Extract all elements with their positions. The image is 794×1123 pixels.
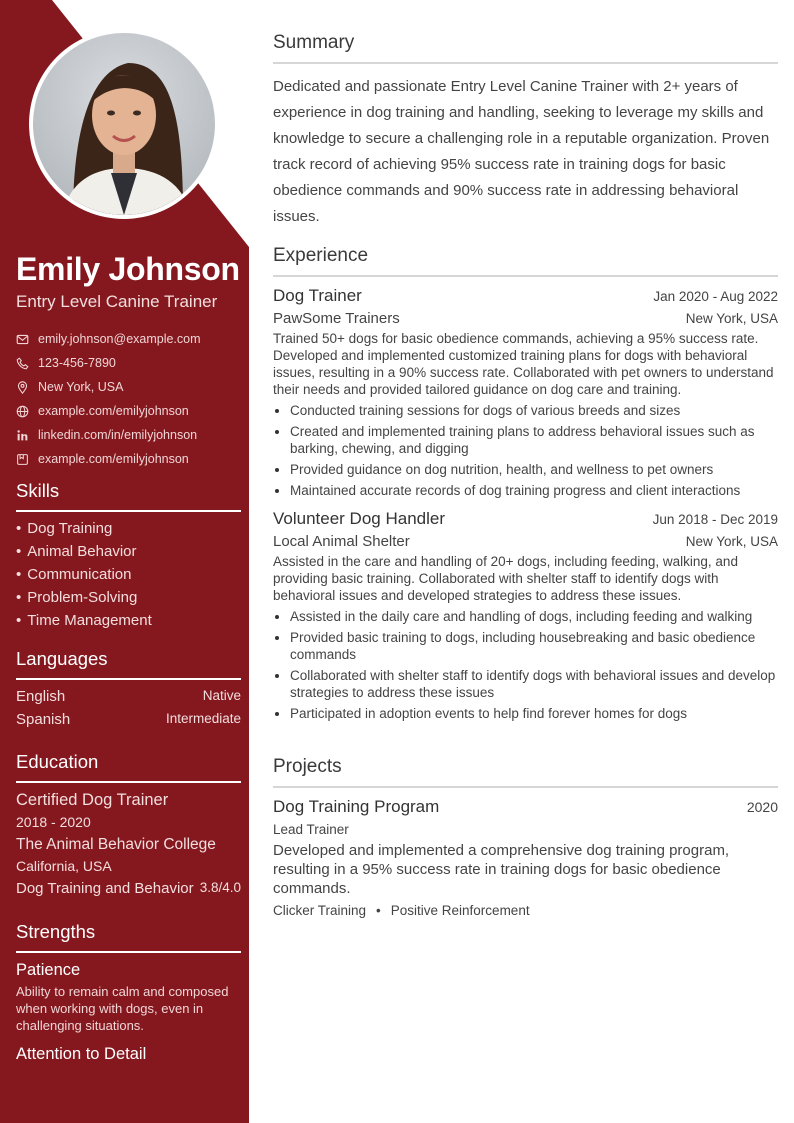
- email-icon: [16, 333, 29, 346]
- education-school: The Animal Behavior College: [16, 836, 216, 853]
- profile-photo: [33, 33, 215, 215]
- job-description: Trained 50+ dogs for basic obedience commands, achieving a 95% success rate. Developed and implemented customized training plans for dogs with behavioral issues, resulting in a 90% success rate. Collaborated with pet owners to understand their needs and provided tailored guidance on dog care and training.: [273, 331, 774, 397]
- phone-icon: [16, 357, 29, 370]
- project-description: Developed and implemented a comprehensive dog training program, resulting in a 95% success rate in training dogs for basic obedience commands.: [273, 842, 730, 897]
- education-heading: Education: [16, 751, 241, 783]
- job-company: Local Animal Shelter: [273, 533, 410, 550]
- experience-entry: [273, 286, 778, 499]
- education-section: [16, 751, 241, 902]
- skills-section: [16, 480, 241, 635]
- strengths-section: [16, 921, 241, 1064]
- job-bullet: • Maintained accurate records of dog training progress and client interactions: [290, 482, 778, 499]
- linkedin-icon: [16, 429, 29, 442]
- summary-text: Dedicated and passionate Entry Level Canine Trainer with 2+ years of experience in dog training and handling, seeking to leverage my skills and knowledge to secure a challenging role in a reputable organization. Proven track record of achieving 95% success rate in training dogs for basic obedience commands and 90% success rate in addressing behavioral issues.: [273, 78, 770, 225]
- job-location: New York, USA: [685, 534, 778, 549]
- job-bullet: • Provided basic training to dogs, including housebreaking and basic obedience commands: [290, 629, 778, 663]
- education-gpa: 3.8/4.0: [199, 880, 241, 895]
- skill-item: • Communication: [16, 566, 241, 589]
- portfolio-icon: [16, 453, 29, 466]
- project-tag: Clicker Training: [273, 903, 367, 918]
- contact-website[interactable]: [16, 399, 241, 423]
- skill-item: • Dog Training: [16, 520, 241, 543]
- language-row: [16, 688, 241, 711]
- language-name: Spanish: [16, 711, 71, 728]
- education-degree: Certified Dog Trainer: [16, 791, 169, 809]
- contact-portfolio-text: example.com/emilyjohnson: [38, 452, 189, 466]
- job-title: Volunteer Dog Handler: [273, 509, 446, 528]
- education-years: 2018 - 2020: [16, 814, 91, 830]
- contact-email-text: emily.johnson@example.com: [38, 332, 201, 346]
- job-description: Assisted in the care and handling of 20+ dogs, including feeding, walking, and providing basic training. Collaborated with shelter staff to identify dogs with behavioral issues and developed strategies to address these issues.: [273, 554, 738, 603]
- job-dates: Jan 2020 - Aug 2022: [653, 289, 778, 304]
- contact-portfolio[interactable]: [16, 447, 241, 471]
- languages-heading: Languages: [16, 648, 241, 680]
- strengths-heading: Strengths: [16, 921, 241, 953]
- project-title: Dog Training Program: [273, 797, 440, 816]
- education-field-row: [16, 880, 241, 902]
- candidate-role: Entry Level Canine Trainer: [16, 292, 218, 311]
- experience-entry: [273, 509, 778, 722]
- job-location: New York, USA: [685, 311, 778, 326]
- contact-location: [16, 375, 241, 399]
- contact-linkedin[interactable]: [16, 423, 241, 447]
- experience-section: [273, 245, 778, 726]
- language-row: [16, 711, 241, 734]
- job-dates: Jun 2018 - Dec 2019: [652, 512, 778, 527]
- language-level: Intermediate: [165, 711, 241, 726]
- contact-email[interactable]: [16, 327, 241, 351]
- job-company: PawSome Trainers: [273, 310, 400, 327]
- skill-item: • Time Management: [16, 612, 241, 635]
- job-bullet: • Conducted training sessions for dogs of various breeds and sizes: [290, 402, 778, 419]
- projects-section: [273, 756, 778, 918]
- skills-heading: Skills: [16, 480, 241, 512]
- education-location: California, USA: [16, 858, 112, 874]
- job-bullet: • Provided guidance on dog nutrition, health, and wellness to pet owners: [290, 461, 778, 478]
- candidate-name: Emily Johnson: [16, 251, 240, 287]
- project-year: 2020: [746, 799, 778, 815]
- project-entry: [273, 797, 778, 918]
- job-bullet: • Assisted in the daily care and handling of dogs, including feeding and walking: [290, 608, 778, 625]
- contact-phone[interactable]: [16, 351, 241, 375]
- contact-website-text: example.com/emilyjohnson: [38, 404, 189, 418]
- summary-section: [273, 32, 778, 230]
- project-tags: [273, 903, 778, 918]
- job-bullet: • Created and implemented training plans to address behavioral issues such as barking, chewing, and digging: [290, 423, 778, 457]
- strength-title: Attention to Detail: [16, 1045, 147, 1063]
- languages-section: [16, 648, 241, 734]
- job-title: Dog Trainer: [273, 286, 362, 305]
- skill-item: • Problem-Solving: [16, 589, 241, 612]
- job-bullet: • Participated in adoption events to help find forever homes for dogs: [290, 705, 778, 722]
- summary-heading: Summary: [273, 32, 778, 64]
- contact-list: [16, 327, 241, 471]
- language-level: Native: [202, 688, 241, 703]
- projects-heading: Projects: [273, 756, 778, 788]
- contact-phone-text: 123-456-7890: [38, 356, 116, 370]
- location-pin-icon: [16, 381, 29, 394]
- tag-separator: •: [376, 903, 381, 918]
- project-tag: Positive Reinforcement: [390, 903, 530, 918]
- contact-location-text: New York, USA: [38, 380, 124, 394]
- strength-description: Ability to remain calm and composed when working with dogs, even in challenging situations.: [16, 984, 229, 1033]
- experience-heading: Experience: [273, 245, 778, 277]
- strength-title: Patience: [16, 961, 81, 979]
- contact-linkedin-text: linkedin.com/in/emilyjohnson: [38, 428, 198, 442]
- education-field: Dog Training and Behavior: [16, 880, 194, 897]
- globe-icon: [16, 405, 29, 418]
- language-name: English: [16, 688, 66, 705]
- skill-item: • Animal Behavior: [16, 543, 241, 566]
- project-role: Lead Trainer: [273, 822, 349, 837]
- job-bullet: • Collaborated with shelter staff to identify dogs with behavioral issues and develop strategies to address these issues: [290, 667, 778, 701]
